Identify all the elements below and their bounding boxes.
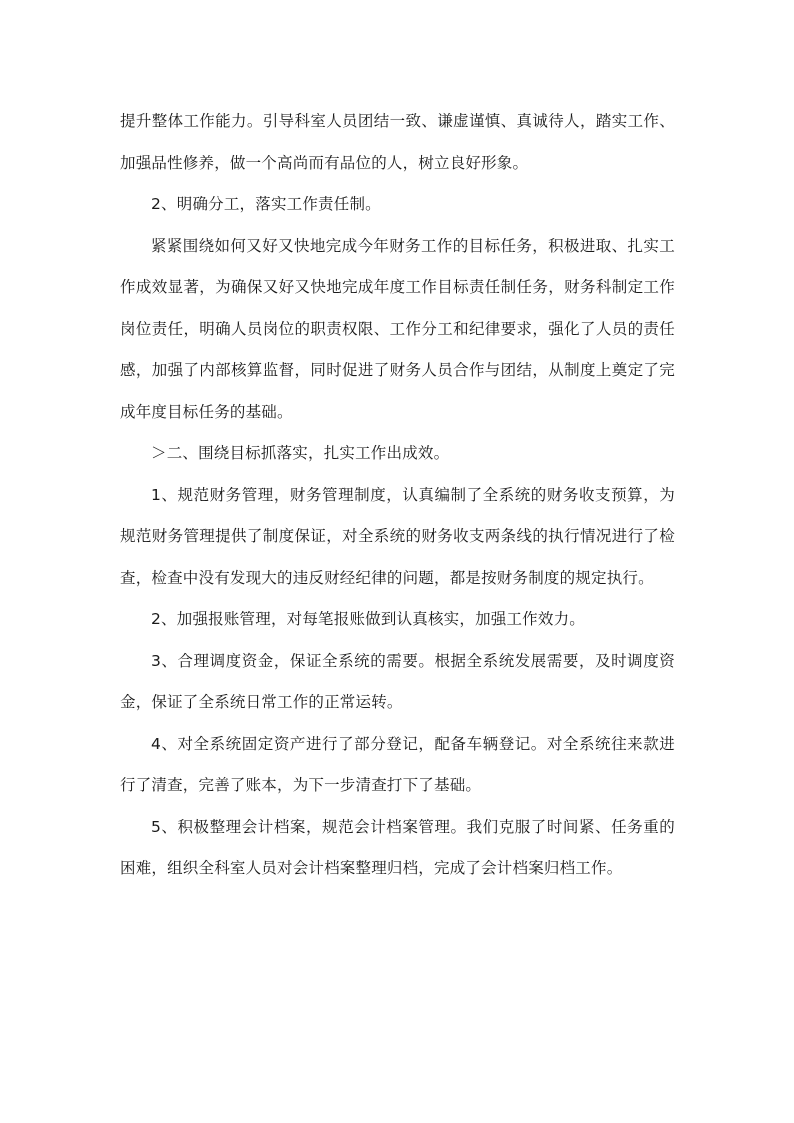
paragraph-9: 5、积极整理会计档案，规范会计档案管理。我们克服了时间紧、任务重的困难，组织全科室人员对会计档案整理归档，完成了会计档案归档工作。 xyxy=(120,817,675,877)
document-body xyxy=(120,101,675,890)
paragraph-1: 提升整体工作能力。引导科室人员团结一致、谦虚谨慎、真诚待人，踏实工作、加强品性修养，做一个高尚而有品位的人，树立良好形象。 xyxy=(120,112,675,172)
paragraph-6: 2、加强报账管理，对每笔报账做到认真核实，加强工作效力。 xyxy=(151,610,585,628)
paragraph-2: 2、明确分工，落实工作责任制。 xyxy=(151,195,381,213)
paragraph-3: 紧紧围绕如何又好又快地完成今年财务工作的目标任务，积极进取、扎实工作成效显著，为确保又好又快地完成年度工作目标责任制任务，财务科制定工作岗位责任，明确人员岗位的职责权限、工作分工和纪律要求，强化了人员的责任感，加强了内部核算监督，同时促进了财务人员合作与团结，从制度上奠定了完成年度目标任务的基础。 xyxy=(120,236,675,421)
paragraph-5: 1、规范财务管理，财务管理制度，认真编制了全系统的财务收支预算，为规范财务管理提供了制度保证，对全系统的财务收支两条线的执行情况进行了检查，检查中没有发现大的违反财经纪律的问题，都是按财务制度的规定执行。 xyxy=(120,485,675,587)
paragraph-7: 3、合理调度资金，保证全系统的需要。根据全系统发展需要，及时调度资金，保证了全系统日常工作的正常运转。 xyxy=(120,651,675,711)
paragraph-4: ＞二、围绕目标抓落实，扎实工作出成效。 xyxy=(151,444,450,462)
paragraph-8: 4、对全系统固定资产进行了部分登记，配备车辆登记。对全系统往来款进行了清查，完善了账本，为下一步清查打下了基础。 xyxy=(120,734,675,794)
